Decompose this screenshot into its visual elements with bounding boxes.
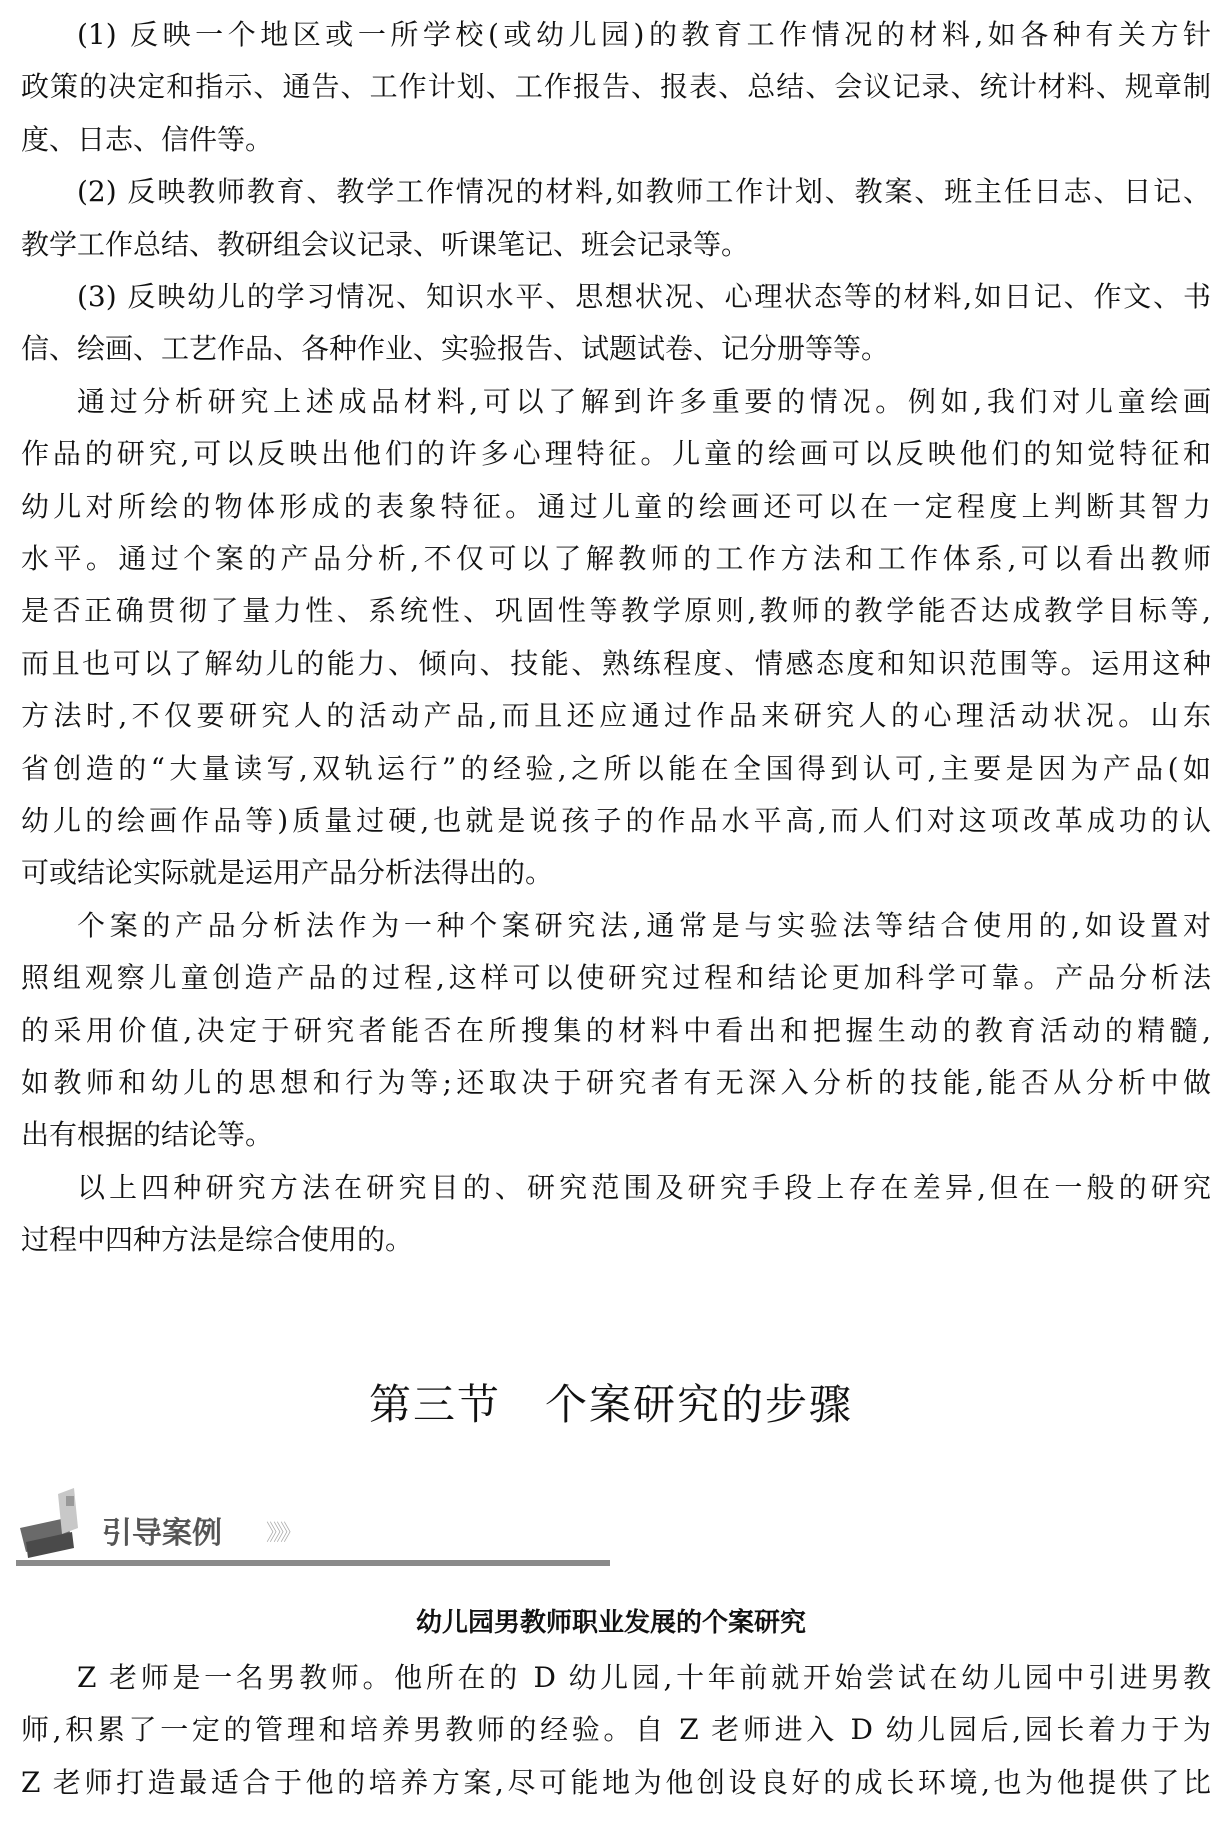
paragraph-line: 可或结论实际就是运用产品分析法得出的。 — [21, 856, 554, 890]
case-title: 幼儿园男教师职业发展的个案研究 — [415, 1608, 806, 1638]
paragraph-line: 照组观察儿童创造产品的过程,这样可以使研究过程和结论更加科学可靠。产品分析法 — [21, 961, 1211, 995]
banner-rule — [16, 1560, 610, 1566]
books-icon — [16, 1488, 96, 1560]
chevrons-icon: 》》》 — [266, 1521, 299, 1546]
paragraph-line: 作品的研究,可以反映出他们的许多心理特征。儿童的绘画可以反映他们的知觉特征和 — [21, 437, 1211, 471]
paragraph-line: 幼儿的绘画作品等)质量过硬,也就是说孩子的作品水平高,而人们对这项改革成功的认 — [21, 804, 1211, 837]
paragraph-line: 以上四种研究方法在研究目的、研究范围及研究手段上存在差异,但在一般的研究 — [77, 1170, 1211, 1204]
paragraph-line: 教学工作总结、教研组会议记录、听课笔记、班会记录等。 — [21, 227, 750, 261]
guide-case-banner — [16, 1488, 610, 1566]
case-body-line: Z 老师打造最适合于他的培养方案,尽可能地为他创设良好的成长环境,也为他提供了比 — [21, 1765, 1211, 1799]
paragraph-line: 方法时,不仅要研究人的活动产品,而且还应通过作品来研究人的心理活动状况。山东 — [21, 699, 1211, 733]
paragraph-line: 的采用价值,决定于研究者能否在所搜集的材料中看出和把握生动的教育活动的精髓, — [21, 1013, 1211, 1047]
paragraph-line: 幼儿对所绘的物体形成的表象特征。通过儿童的绘画还可以在一定程度上判断其智力 — [21, 489, 1211, 523]
paragraph-line: 度、日志、信件等。 — [21, 122, 274, 156]
paragraph-line: (2) 反映教师教育、教学工作情况的材料,如教师工作计划、教案、班主任日志、日记、 — [77, 175, 1211, 209]
section-heading: 第三节 个案研究的步骤 — [368, 1380, 853, 1429]
paragraph-line: (1) 反映一个地区或一所学校(或幼儿园)的教育工作情况的材料,如各种有关方针 — [77, 18, 1211, 51]
paragraph-line: 通过分析研究上述成品材料,可以了解到许多重要的情况。例如,我们对儿童绘画 — [77, 384, 1211, 418]
paragraph-line: 而且也可以了解幼儿的能力、倾向、技能、熟练程度、情感态度和知识范围等。运用这种 — [21, 646, 1211, 680]
case-body-line: Z 老师是一名男教师。他所在的 D 幼儿园,十年前就开始尝试在幼儿园中引进男教 — [77, 1661, 1211, 1694]
paragraph-line: 如教师和幼儿的思想和行为等;还取决于研究者有无深入分析的技能,能否从分析中做 — [21, 1066, 1211, 1099]
paragraph-line: (3) 反映幼儿的学习情况、知识水平、思想状况、心理状态等的材料,如日记、作文、书 — [77, 280, 1211, 313]
paragraph-line: 出有根据的结论等。 — [21, 1118, 274, 1152]
guide-case-label: 引导案例 — [102, 1516, 222, 1551]
paragraph-line: 政策的决定和指示、通告、工作计划、工作报告、报表、总结、会议记录、统计材料、规章制 — [21, 70, 1211, 104]
paragraph-line: 省创造的“大量读写,双轨运行”的经验,之所以能在全国得到认可,主要是因为产品(如 — [21, 751, 1211, 785]
paragraph-line: 个案的产品分析法作为一种个案研究法,通常是与实验法等结合使用的,如设置对 — [77, 908, 1211, 942]
paragraph-line: 过程中四种方法是综合使用的。 — [21, 1223, 414, 1257]
paragraph-line: 信、绘画、工艺作品、各种作业、实验报告、试题试卷、记分册等等。 — [21, 332, 890, 366]
paragraph-line: 水平。通过个案的产品分析,不仅可以了解教师的工作方法和工作体系,可以看出教师 — [21, 542, 1211, 575]
case-body-line: 师,积累了一定的管理和培养男教师的经验。自 Z 老师进入 D 幼儿园后,园长着力于为 — [21, 1713, 1211, 1747]
paragraph-line: 是否正确贯彻了量力性、系统性、巩固性等教学原则,教师的教学能否达成教学目标等, — [21, 594, 1211, 628]
